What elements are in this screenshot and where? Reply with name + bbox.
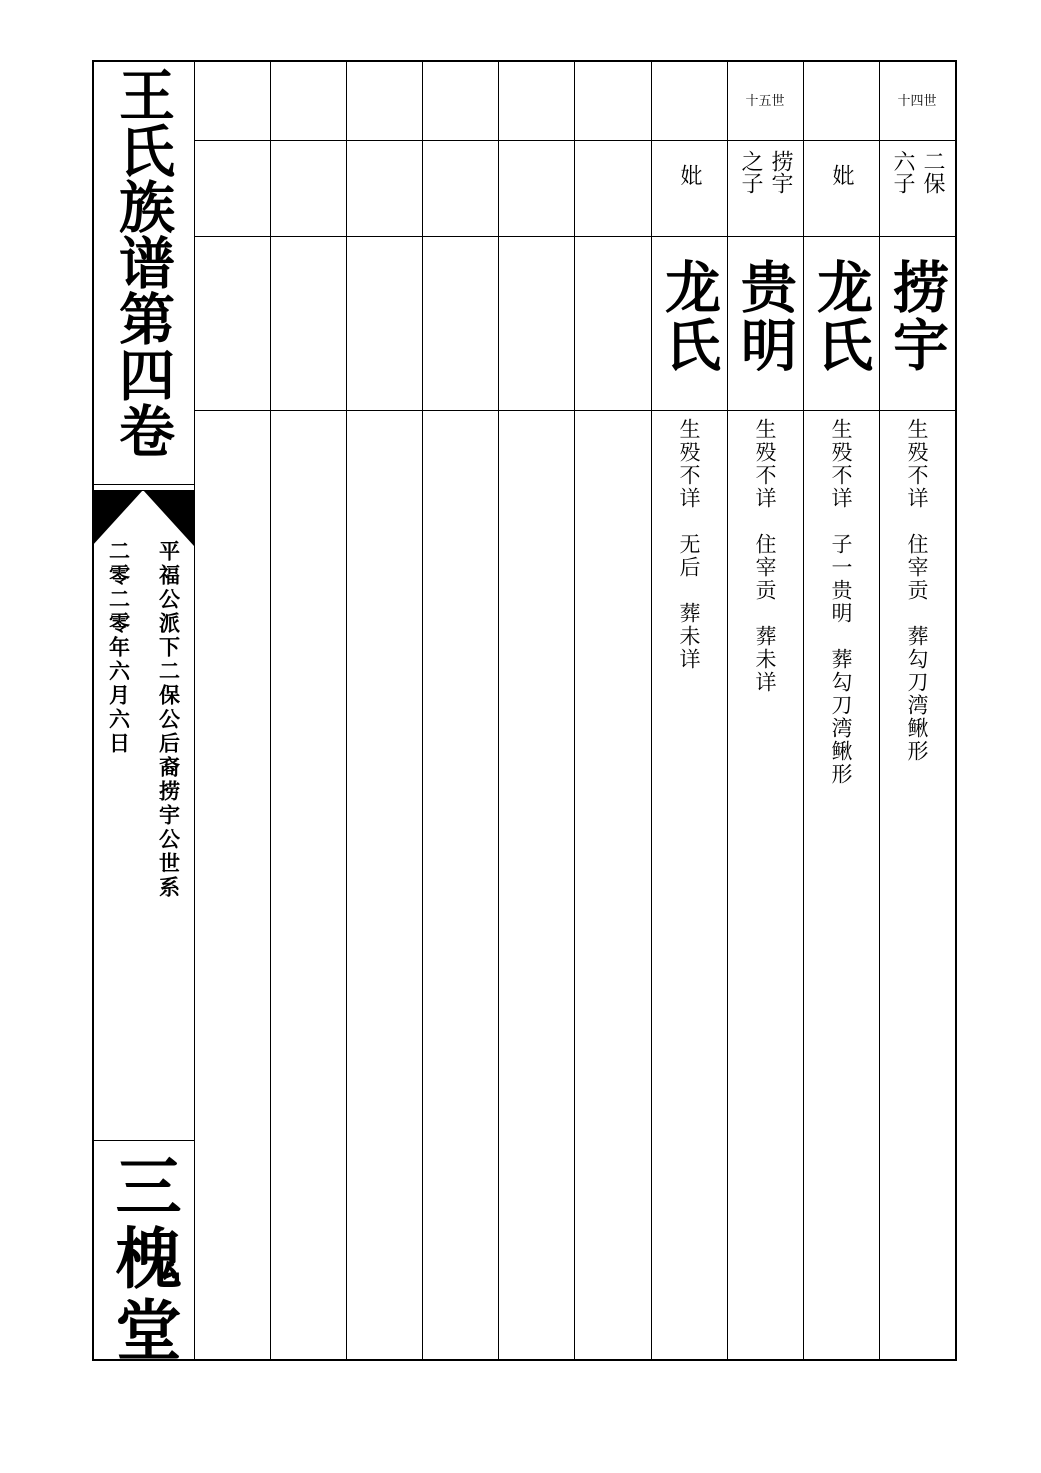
relation-text: 捞宇 之子 <box>738 150 793 194</box>
person-info: 生殁不详 住宰贡 葬勾刀湾鳅形 <box>905 418 929 763</box>
spine-branch-cell <box>146 540 192 1100</box>
person-name: 龙氏 <box>656 258 722 374</box>
spine-title-cell <box>92 66 194 480</box>
relation-text: 妣 <box>677 164 702 186</box>
person-name: 捞宇 <box>884 258 950 374</box>
relation-text: 妣 <box>829 164 854 186</box>
spine-ornament <box>92 490 194 546</box>
name-cell <box>651 258 727 408</box>
person-info: 生殁不详 无后 葬未详 <box>677 418 701 671</box>
name-cell <box>727 258 803 408</box>
generation-label: 十四世 <box>897 93 937 109</box>
book-title: 王氏族谱第四卷 <box>110 66 176 458</box>
info-cell <box>879 418 955 1318</box>
relation-cell <box>727 150 803 234</box>
generation-cell <box>879 62 955 140</box>
name-cell <box>803 258 879 408</box>
compile-date: 二零二零年六月六日 <box>106 540 132 756</box>
grid-row-line <box>194 140 957 141</box>
grid-col-line <box>574 60 575 1361</box>
spine-divider-top <box>92 484 194 485</box>
person-name: 龙氏 <box>808 258 874 374</box>
info-cell <box>651 418 727 1318</box>
branch-line: 平福公派下二保公后裔捞宇公世系 <box>156 540 182 900</box>
generation-cell <box>727 62 803 140</box>
grid-row-line <box>194 410 957 411</box>
info-cell <box>803 418 879 1318</box>
relation-cell <box>879 150 955 234</box>
spine-date-cell <box>96 540 142 900</box>
spine-hall-cell <box>92 1152 194 1368</box>
generation-label: 十五世 <box>745 93 785 109</box>
grid-col-line <box>422 60 423 1361</box>
grid-col-line <box>270 60 271 1361</box>
grid-col-line <box>194 60 195 1361</box>
person-name: 贵明 <box>732 258 798 374</box>
name-cell <box>879 258 955 408</box>
relation-cell <box>803 150 879 234</box>
grid-row-line <box>194 236 957 237</box>
grid-col-line <box>346 60 347 1361</box>
hall-name: 三槐堂 <box>104 1152 182 1368</box>
person-info: 生殁不详 住宰贡 葬未详 <box>753 418 777 694</box>
spine-divider-bottom <box>92 1140 194 1141</box>
person-info: 生殁不详 子一贵明 葬勾刀湾鳅形 <box>829 418 853 786</box>
relation-text: 二保 六子 <box>890 150 945 194</box>
relation-cell <box>651 150 727 234</box>
grid-col-line <box>498 60 499 1361</box>
info-cell <box>727 418 803 1318</box>
